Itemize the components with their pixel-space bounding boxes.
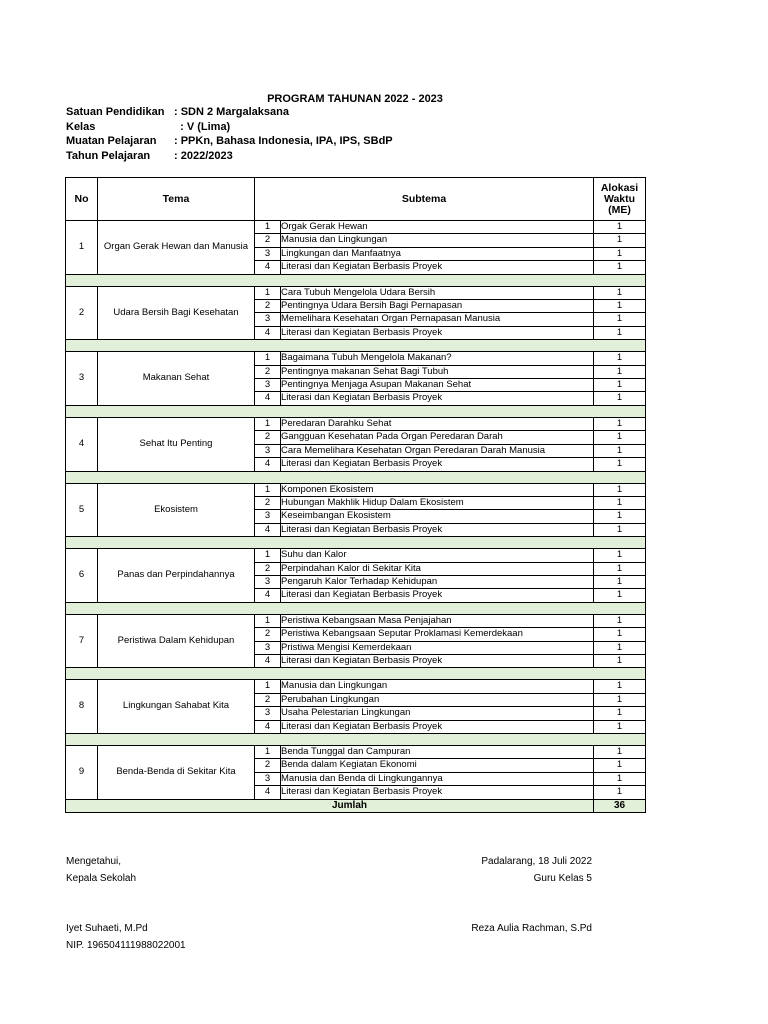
subtheme-name: Lingkungan dan Manfaatnya xyxy=(281,247,594,260)
separator-row xyxy=(66,734,646,746)
theme-number: 6 xyxy=(66,549,98,603)
subtheme-number: 2 xyxy=(255,759,281,772)
meta-label: Satuan Pendidikan xyxy=(66,106,165,118)
meta-value: : SDN 2 Margalaksana xyxy=(174,106,289,118)
subtheme-name: Hubungan Makhlik Hidup Dalam Ekosistem xyxy=(281,496,594,509)
separator-cell xyxy=(66,340,646,352)
sig-right-name: Reza Aulia Rachman, S.Pd xyxy=(471,923,592,934)
theme-name: Ekosistem xyxy=(98,483,255,537)
subtheme-name: Literasi dan Kegiatan Berbasis Proyek xyxy=(281,458,594,471)
signature-right xyxy=(481,853,592,887)
subtheme-number: 1 xyxy=(255,417,281,430)
subtheme-name: Literasi dan Kegiatan Berbasis Proyek xyxy=(281,261,594,274)
subtheme-number: 3 xyxy=(255,707,281,720)
separator-cell xyxy=(66,274,646,286)
subtheme-name: Literasi dan Kegiatan Berbasis Proyek xyxy=(281,589,594,602)
subtheme-number: 1 xyxy=(255,549,281,562)
table-row xyxy=(66,286,646,299)
meta-value: : PPKn, Bahasa Indonesia, IPA, IPS, SBdP xyxy=(174,135,393,147)
subtheme-number: 1 xyxy=(255,614,281,627)
meta-row xyxy=(66,134,393,149)
sig-left-nip: NIP. 196504111988022001 xyxy=(66,940,186,951)
sig-right-line2: Guru Kelas 5 xyxy=(533,873,592,884)
subtheme-number: 3 xyxy=(255,247,281,260)
table-row xyxy=(66,352,646,365)
alokasi-value: 1 xyxy=(594,365,646,378)
alokasi-value: 1 xyxy=(594,614,646,627)
sig-left-line1: Mengetahui, xyxy=(66,856,122,867)
signature-left-name xyxy=(66,920,186,954)
header-subtema: Subtema xyxy=(255,178,594,221)
subtheme-name: Bagaimana Tubuh Mengelola Makanan? xyxy=(281,352,594,365)
alokasi-value: 1 xyxy=(594,392,646,405)
theme-number: 7 xyxy=(66,614,98,668)
subtheme-name: Peredaran Darahku Sehat xyxy=(281,417,594,430)
subtheme-name: Memelihara Kesehatan Organ Pernapasan Manusia xyxy=(281,313,594,326)
theme-number: 9 xyxy=(66,746,98,800)
subtheme-name: Pristiwa Mengisi Kemerdekaan xyxy=(281,641,594,654)
table-row xyxy=(66,614,646,627)
subtheme-name: Komponen Ekosistem xyxy=(281,483,594,496)
alokasi-value: 1 xyxy=(594,575,646,588)
subtheme-number: 3 xyxy=(255,510,281,523)
separator-row xyxy=(66,602,646,614)
table-row xyxy=(66,483,646,496)
subtheme-number: 4 xyxy=(255,326,281,339)
alokasi-value: 1 xyxy=(594,693,646,706)
alokasi-value: 1 xyxy=(594,458,646,471)
header-no: No xyxy=(66,178,98,221)
alokasi-value: 1 xyxy=(594,234,646,247)
subtheme-name: Literasi dan Kegiatan Berbasis Proyek xyxy=(281,786,594,799)
signature-right-name xyxy=(471,920,592,937)
subtheme-name: Suhu dan Kalor xyxy=(281,549,594,562)
subtheme-name: Literasi dan Kegiatan Berbasis Proyek xyxy=(281,720,594,733)
subtheme-number: 1 xyxy=(255,286,281,299)
subtheme-number: 1 xyxy=(255,483,281,496)
alokasi-value: 1 xyxy=(594,510,646,523)
alokasi-value: 1 xyxy=(594,589,646,602)
subtheme-number: 2 xyxy=(255,496,281,509)
alokasi-value: 1 xyxy=(594,300,646,313)
table-row xyxy=(66,680,646,693)
subtheme-number: 2 xyxy=(255,300,281,313)
subtheme-name: Gangguan Kesehatan Pada Organ Peredaran Darah xyxy=(281,431,594,444)
alokasi-value: 1 xyxy=(594,562,646,575)
sig-left-line2: Kepala Sekolah xyxy=(66,873,137,884)
subtheme-number: 4 xyxy=(255,589,281,602)
separator-cell xyxy=(66,405,646,417)
table-row xyxy=(66,549,646,562)
table-header-row xyxy=(66,178,646,221)
sig-left-name: Iyet Suhaeti, M.Pd xyxy=(66,923,148,934)
alokasi-value: 1 xyxy=(594,444,646,457)
total-label: Jumlah xyxy=(66,799,594,813)
subtheme-number: 2 xyxy=(255,562,281,575)
subtheme-number: 3 xyxy=(255,772,281,785)
subtheme-number: 2 xyxy=(255,628,281,641)
subtheme-number: 2 xyxy=(255,365,281,378)
alokasi-value: 1 xyxy=(594,379,646,392)
subtheme-number: 2 xyxy=(255,693,281,706)
meta-value: : V (Lima) xyxy=(174,120,231,133)
alokasi-value: 1 xyxy=(594,641,646,654)
subtheme-name: Peristiwa Kebangsaan Seputar Proklamasi Kemerdekaan xyxy=(281,628,594,641)
subtheme-name: Benda dalam Kegiatan Ekonomi xyxy=(281,759,594,772)
subtheme-name: Keseimbangan Ekosistem xyxy=(281,510,594,523)
subtheme-number: 1 xyxy=(255,746,281,759)
meta-label: Muatan Pelajaran xyxy=(66,135,157,147)
meta-label: Tahun Pelajaran xyxy=(66,149,151,162)
theme-number: 5 xyxy=(66,483,98,537)
alokasi-value: 1 xyxy=(594,628,646,641)
subtheme-name: Cara Tubuh Mengelola Udara Bersih xyxy=(281,286,594,299)
separator-cell xyxy=(66,668,646,680)
header-tema: Tema xyxy=(98,178,255,221)
subtheme-number: 4 xyxy=(255,786,281,799)
subtheme-number: 1 xyxy=(255,221,281,234)
separator-cell xyxy=(66,471,646,483)
subtheme-name: Manusia dan Lingkungan xyxy=(281,234,594,247)
subtheme-number: 3 xyxy=(255,313,281,326)
subtheme-name: Literasi dan Kegiatan Berbasis Proyek xyxy=(281,326,594,339)
document-meta xyxy=(66,105,393,163)
subtheme-name: Pentingnya Menjaga Asupan Makanan Sehat xyxy=(281,379,594,392)
table-body xyxy=(66,221,646,813)
alokasi-value: 1 xyxy=(594,746,646,759)
subtheme-name: Cara Memelihara Kesehatan Organ Peredaran Darah Manusia xyxy=(281,444,594,457)
sig-right-line1: Padalarang, 18 Juli 2022 xyxy=(481,856,592,867)
table-row xyxy=(66,221,646,234)
alokasi-value: 1 xyxy=(594,654,646,667)
alokasi-value: 1 xyxy=(594,247,646,260)
total-value: 36 xyxy=(594,799,646,813)
subtheme-name: Literasi dan Kegiatan Berbasis Proyek xyxy=(281,392,594,405)
theme-number: 8 xyxy=(66,680,98,734)
subtheme-name: Pentingnya Udara Bersih Bagi Pernapasan xyxy=(281,300,594,313)
subtheme-name: Perubahan Lingkungan xyxy=(281,693,594,706)
subtheme-number: 3 xyxy=(255,379,281,392)
theme-name: Organ Gerak Hewan dan Manusia xyxy=(98,221,255,275)
separator-cell xyxy=(66,602,646,614)
separator-row xyxy=(66,471,646,483)
alokasi-value: 1 xyxy=(594,221,646,234)
meta-value: : 2022/2023 xyxy=(174,149,233,162)
subtheme-number: 4 xyxy=(255,392,281,405)
meta-row xyxy=(66,120,393,135)
theme-name: Panas dan Perpindahannya xyxy=(98,549,255,603)
theme-number: 3 xyxy=(66,352,98,406)
alokasi-value: 1 xyxy=(594,352,646,365)
subtheme-name: Peristiwa Kebangsaan Masa Penjajahan xyxy=(281,614,594,627)
subtheme-name: Pengaruh Kalor Terhadap Kehidupan xyxy=(281,575,594,588)
subtheme-name: Pentingnya makanan Sehat Bagi Tubuh xyxy=(281,365,594,378)
theme-name: Sehat Itu Penting xyxy=(98,417,255,471)
subtheme-name: Usaha Pelestarian Lingkungan xyxy=(281,707,594,720)
theme-number: 2 xyxy=(66,286,98,340)
subtheme-number: 4 xyxy=(255,654,281,667)
alokasi-value: 1 xyxy=(594,523,646,536)
alokasi-value: 1 xyxy=(594,680,646,693)
theme-name: Makanan Sehat xyxy=(98,352,255,406)
subtheme-number: 3 xyxy=(255,444,281,457)
theme-number: 4 xyxy=(66,417,98,471)
theme-number: 1 xyxy=(66,221,98,275)
alokasi-value: 1 xyxy=(594,417,646,430)
theme-name: Udara Bersih Bagi Kesehatan xyxy=(98,286,255,340)
subtheme-number: 3 xyxy=(255,641,281,654)
meta-row xyxy=(66,105,393,120)
theme-name: Benda-Benda di Sekitar Kita xyxy=(98,746,255,800)
header-alokasi: Alokasi Waktu (ME) xyxy=(594,178,646,221)
subtheme-name: Manusia dan Lingkungan xyxy=(281,680,594,693)
subtheme-name: Literasi dan Kegiatan Berbasis Proyek xyxy=(281,654,594,667)
separator-row xyxy=(66,668,646,680)
separator-cell xyxy=(66,734,646,746)
alokasi-value: 1 xyxy=(594,549,646,562)
separator-row xyxy=(66,537,646,549)
alokasi-value: 1 xyxy=(594,720,646,733)
subtheme-number: 4 xyxy=(255,523,281,536)
alokasi-value: 1 xyxy=(594,759,646,772)
program-table xyxy=(65,177,646,813)
alokasi-value: 1 xyxy=(594,431,646,444)
subtheme-number: 1 xyxy=(255,352,281,365)
separator-cell xyxy=(66,537,646,549)
document-title: PROGRAM TAHUNAN 2022 - 2023 xyxy=(267,93,443,105)
alokasi-value: 1 xyxy=(594,261,646,274)
subtheme-number: 4 xyxy=(255,261,281,274)
subtheme-number: 4 xyxy=(255,458,281,471)
subtheme-name: Literasi dan Kegiatan Berbasis Proyek xyxy=(281,523,594,536)
subtheme-name: Benda Tunggal dan Campuran xyxy=(281,746,594,759)
meta-row xyxy=(66,149,393,164)
alokasi-value: 1 xyxy=(594,313,646,326)
meta-label: Kelas xyxy=(66,120,96,133)
alokasi-value: 1 xyxy=(594,483,646,496)
subtheme-name: Orgak Gerak Hewan xyxy=(281,221,594,234)
alokasi-value: 1 xyxy=(594,496,646,509)
separator-row xyxy=(66,274,646,286)
total-row xyxy=(66,799,646,813)
separator-row xyxy=(66,405,646,417)
separator-row xyxy=(66,340,646,352)
subtheme-name: Manusia dan Benda di Lingkungannya xyxy=(281,772,594,785)
alokasi-value: 1 xyxy=(594,786,646,799)
subtheme-number: 3 xyxy=(255,575,281,588)
subtheme-name: Perpindahan Kalor di Sekitar Kita xyxy=(281,562,594,575)
alokasi-value: 1 xyxy=(594,286,646,299)
alokasi-value: 1 xyxy=(594,772,646,785)
table-row xyxy=(66,417,646,430)
subtheme-number: 2 xyxy=(255,234,281,247)
alokasi-value: 1 xyxy=(594,326,646,339)
signature-left xyxy=(66,853,136,887)
subtheme-number: 4 xyxy=(255,720,281,733)
alokasi-value: 1 xyxy=(594,707,646,720)
subtheme-number: 2 xyxy=(255,431,281,444)
subtheme-number: 1 xyxy=(255,680,281,693)
theme-name: Peristiwa Dalam Kehidupan xyxy=(98,614,255,668)
table-row xyxy=(66,746,646,759)
theme-name: Lingkungan Sahabat Kita xyxy=(98,680,255,734)
